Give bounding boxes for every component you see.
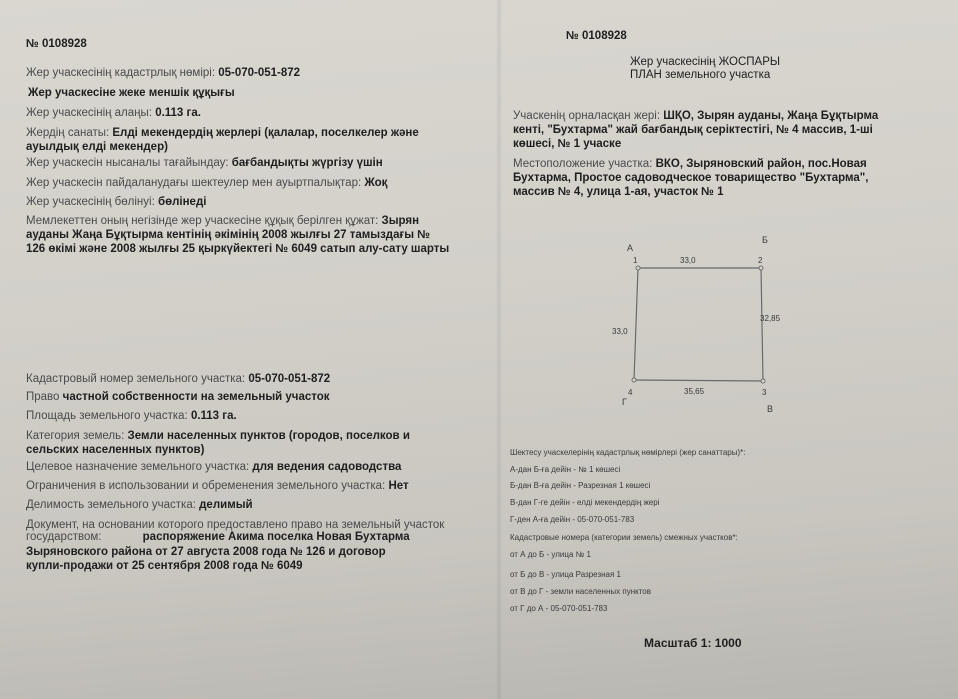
ru-basis-label-1: Документ, на основании которого предоставлено право на земельный участок [26,519,445,531]
ru-category-value-1: Земли населенных пунктов (городов, поселков и [127,430,410,442]
ru-basis-value-2: Зыряновского района от 27 августа 2008 года № 126 и договор [26,546,386,558]
location-ru-value-2: Бухтарма, Простое садоводческое товарищество "Бухтарма", [513,172,869,184]
location-ru-label: Местоположение участка: [513,158,653,170]
kz-category-row-2 [26,140,168,154]
ru-right-value: частной собственности на земельный участок [62,391,330,403]
neighbors-ru-item-3: от В до Г - земли населенных пунктов [510,587,651,596]
ru-basis-row-4 [26,559,303,573]
kz-basis-row-3 [26,242,449,256]
location-ru-value-3: массив № 4, улица 1-ая, участок № 1 [513,186,724,198]
neighbors-ru-item-1: от А до Б - улица № 1 [510,550,591,559]
ru-restrictions-value: Нет [388,480,409,492]
kz-divisibility-value: бөлінеді [157,196,207,208]
ru-cadastral-label: Кадастровый номер земельного участка: [26,373,246,385]
corner-letter-g: Г [622,397,627,407]
corner-marker-3 [761,379,765,383]
plan-scale: Масштаб 1: 1000 [644,636,742,650]
kz-category-value-2: ауылдық елді мекендер) [26,141,168,153]
neighbors-kz-item-4: Г-ден А-ға дейін - 05-070-051-783 [510,515,635,524]
neighbors-kz-item-3: В-дан Г-ге дейін - елді мекендердің жері [510,498,660,507]
neighbors-ru-title: Кадастровые номера (категории земель) смежных участков*: [510,533,738,542]
corner-marker-1 [636,266,640,270]
kz-cadastral-label: Жер учаскесінің кадастрлық нөмірі: [26,67,216,79]
side-length-bottom: 35,65 [684,387,705,396]
kz-restrictions-row [26,176,387,190]
corner-marker-2 [759,266,763,270]
ru-area-row [26,409,237,423]
kz-cadastral-row [26,66,300,80]
corner-number-3: 3 [762,388,767,397]
ru-basis-value-1: распоряжение Акима поселка Новая Бухтарма [142,531,410,543]
ru-divisibility-value: делимый [199,499,253,511]
kz-right-value: Жер учаскесіне жеке меншік құқығы [28,87,235,99]
ru-category-row [26,429,410,443]
location-kz-value-1: ШҚО, Зырян ауданы, Жаңа Бұқтырма [663,110,879,122]
corner-letter-v: В [767,404,774,414]
ru-purpose-value: для ведения садоводства [252,461,402,473]
document-number-right: № 0108928 [566,30,627,42]
ru-cadastral-value: 05-070-051-872 [248,373,331,385]
corner-letter-b: Б [762,235,768,245]
ru-purpose-label: Целевое назначение земельного участка: [26,461,250,473]
kz-purpose-value: бағбандықты жүргізу үшін [231,157,383,169]
ru-basis-value-3: купли-продажи от 25 сентября 2008 года № 6049 [26,560,303,572]
kz-purpose-row [26,156,383,170]
plot-boundary [634,268,763,381]
location-kz-row [513,109,878,123]
side-length-right: 32,85 [760,314,781,323]
location-ru-value-1: ВКО, Зыряновский район, пос.Новая [655,158,867,170]
kz-basis-value-1: Зырян [381,215,420,227]
ru-restrictions-row [26,479,409,493]
location-kz-value-2: кенті, "Бухтарма" жай бағбандық серіктестігі, № 4 массив, 1-ші [513,124,873,136]
kz-area-label: Жер учаскесінің алаңы: [26,107,152,119]
kz-area-row [26,106,201,120]
kz-purpose-label: Жер учаскесін нысаналы тағайындау: [26,157,229,169]
corner-letter-a: А [627,243,634,253]
corner-number-1: 1 [633,256,638,265]
side-length-top: 33,0 [680,256,696,265]
plot-diagram [600,235,790,415]
ru-restrictions-label: Ограничения в использовании и обременения земельного участка: [26,480,386,492]
ru-right-row [26,390,330,404]
location-ru-row [513,157,867,171]
neighbors-ru-item-4: от Г до А - 05-070-051-783 [510,604,608,613]
kz-divisibility-row [26,195,206,209]
side-length-left: 33,0 [612,327,628,336]
ru-right-label: Право [26,391,60,403]
neighbors-kz-item-2: Б-дан В-ға дейін - Разрезная 1 көшесі [510,481,651,490]
ru-category-label: Категория земель: [26,430,125,442]
corner-number-2: 2 [758,256,763,265]
location-ru-row-2 [513,171,868,185]
ru-purpose-row [26,460,401,474]
ru-area-value: 0.113 га. [190,410,237,422]
kz-category-value-1: Елді мекендердің жерлері (қалалар, поселкелер және [112,127,419,139]
location-kz-value-3: көшесі, № 1 учаске [513,138,622,150]
kz-right-row [28,86,235,100]
kz-category-row [26,126,419,140]
ru-divisibility-label: Делимость земельного участка: [26,499,196,511]
corner-marker-4 [632,378,636,382]
plan-title-ru: ПЛАН земельного участка [630,69,771,81]
location-ru-row-3 [513,185,724,199]
kz-basis-row-2 [26,228,430,242]
ru-area-label: Площадь земельного участка: [26,410,188,422]
kz-basis-value-2: ауданы Жаңа Бұқтырма кентінің әкімінің 2008 жылғы 27 тамыздағы № [26,229,431,241]
neighbors-kz-title: Шектесу учаскелерінің кадастрлық нөмірлері (жер санаттары)*: [510,448,746,457]
kz-category-label: Жердің санаты: [26,127,110,139]
ru-divisibility-row [26,498,253,512]
page-fold [496,0,502,699]
ru-basis-row-3 [26,545,386,559]
kz-basis-value-3: 126 өкімі және 2008 жылғы 25 қыркүйектегі № 6049 сатып алу-сату шарты [26,243,450,255]
plan-title-kz: Жер учаскесінің ЖОСПАРЫ [630,56,781,68]
location-kz-label: Учаскенің орналасқан жері: [513,110,661,122]
kz-basis-row [26,214,419,228]
ru-basis-row-2 [26,530,410,544]
ru-basis-label-2: государством: [26,531,102,543]
kz-area-value: 0.113 га. [155,107,201,119]
neighbors-ru-item-2: от Б до В - улица Разрезная 1 [510,570,621,579]
kz-cadastral-value: 05-070-051-872 [218,67,301,79]
ru-category-row-2 [26,443,204,457]
location-kz-row-3 [513,137,621,151]
kz-divisibility-label: Жер учаскесінің бөлінуі: [26,196,155,208]
location-kz-row-2 [513,123,873,137]
kz-basis-label: Мемлекеттен оның негізінде жер учаскесіне құқық берілген құжат: [26,215,379,227]
kz-restrictions-label: Жер учаскесін пайдаланудағы шектеулер мен ауыртпалықтар: [26,177,362,189]
corner-number-4: 4 [628,388,633,397]
ru-cadastral-row [26,372,330,386]
neighbors-kz-item-1: А-дан Б-ға дейін - № 1 көшесі [510,465,621,474]
document-number-left: № 0108928 [26,38,87,50]
kz-restrictions-value: Жоқ [364,177,388,189]
ru-category-value-2: сельских населенных пунктов) [26,444,205,456]
